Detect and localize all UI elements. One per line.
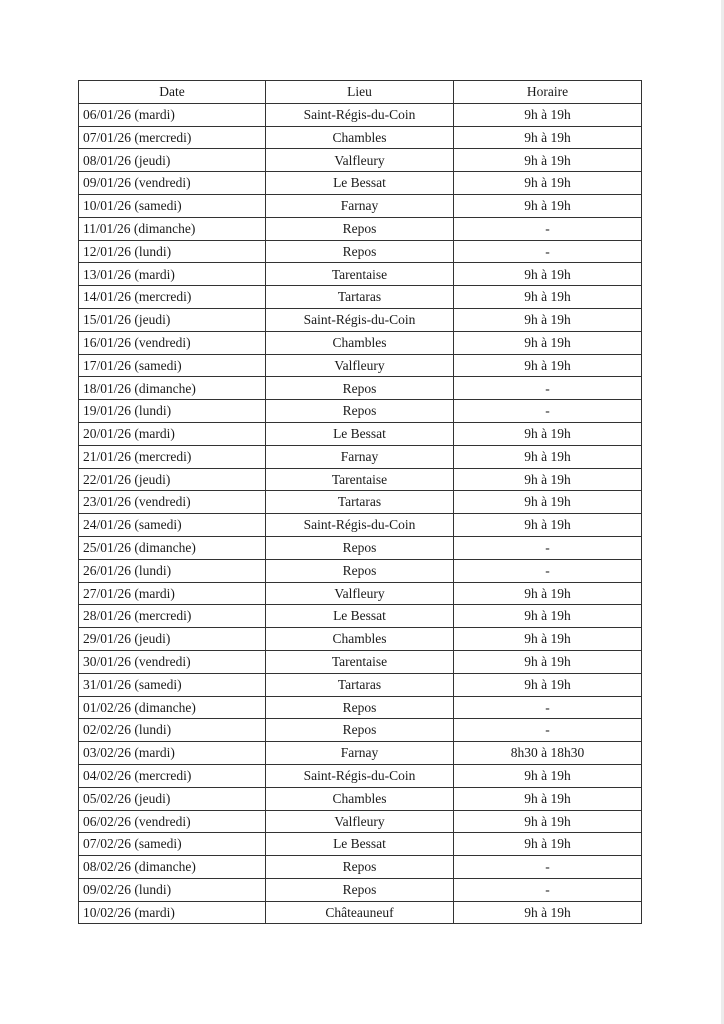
hours-cell: - xyxy=(454,878,642,901)
table-row xyxy=(79,764,642,787)
table-row xyxy=(79,628,642,651)
hours-cell: 9h à 19h xyxy=(454,149,642,172)
date-cell: 22/01/26 (jeudi) xyxy=(79,468,266,491)
hours-cell: 9h à 19h xyxy=(454,787,642,810)
hours-cell: 9h à 19h xyxy=(454,354,642,377)
location-cell: Le Bessat xyxy=(266,833,454,856)
location-cell: Valfleury xyxy=(266,582,454,605)
hours-cell: 9h à 19h xyxy=(454,422,642,445)
date-cell: 03/02/26 (mardi) xyxy=(79,742,266,765)
location-cell: Valfleury xyxy=(266,354,454,377)
hours-cell: 9h à 19h xyxy=(454,810,642,833)
hours-cell: - xyxy=(454,377,642,400)
location-cell: Tartaras xyxy=(266,673,454,696)
location-cell: Repos xyxy=(266,217,454,240)
hours-cell: 9h à 19h xyxy=(454,194,642,217)
date-cell: 29/01/26 (jeudi) xyxy=(79,628,266,651)
date-cell: 01/02/26 (dimanche) xyxy=(79,696,266,719)
table-row xyxy=(79,126,642,149)
location-cell: Chambles xyxy=(266,331,454,354)
date-cell: 10/01/26 (samedi) xyxy=(79,194,266,217)
date-cell: 31/01/26 (samedi) xyxy=(79,673,266,696)
table-row xyxy=(79,901,642,924)
date-cell: 10/02/26 (mardi) xyxy=(79,901,266,924)
table-row xyxy=(79,582,642,605)
hours-cell: - xyxy=(454,696,642,719)
hours-cell: 9h à 19h xyxy=(454,286,642,309)
hours-cell: 8h30 à 18h30 xyxy=(454,742,642,765)
location-cell: Repos xyxy=(266,856,454,879)
table-row xyxy=(79,377,642,400)
location-cell: Farnay xyxy=(266,194,454,217)
location-cell: Tarentaise xyxy=(266,468,454,491)
table-row xyxy=(79,514,642,537)
hours-cell: 9h à 19h xyxy=(454,901,642,924)
location-cell: Valfleury xyxy=(266,149,454,172)
table-row xyxy=(79,650,642,673)
location-cell: Repos xyxy=(266,559,454,582)
hours-cell: 9h à 19h xyxy=(454,468,642,491)
table-row xyxy=(79,673,642,696)
table-body xyxy=(79,103,642,924)
hours-cell: 9h à 19h xyxy=(454,833,642,856)
hours-cell: 9h à 19h xyxy=(454,650,642,673)
date-cell: 16/01/26 (vendredi) xyxy=(79,331,266,354)
hours-cell: - xyxy=(454,856,642,879)
date-cell: 06/01/26 (mardi) xyxy=(79,103,266,126)
location-cell: Repos xyxy=(266,400,454,423)
hours-cell: 9h à 19h xyxy=(454,673,642,696)
date-cell: 15/01/26 (jeudi) xyxy=(79,308,266,331)
table-row xyxy=(79,103,642,126)
table-row xyxy=(79,856,642,879)
location-cell: Saint-Régis-du-Coin xyxy=(266,103,454,126)
location-cell: Saint-Régis-du-Coin xyxy=(266,308,454,331)
table-row xyxy=(79,787,642,810)
location-cell: Tartaras xyxy=(266,491,454,514)
table-row xyxy=(79,878,642,901)
date-cell: 24/01/26 (samedi) xyxy=(79,514,266,537)
location-cell: Chambles xyxy=(266,126,454,149)
location-cell: Tarentaise xyxy=(266,650,454,673)
date-cell: 19/01/26 (lundi) xyxy=(79,400,266,423)
table-row xyxy=(79,445,642,468)
date-cell: 07/02/26 (samedi) xyxy=(79,833,266,856)
header-horaire: Horaire xyxy=(454,81,642,104)
header-date: Date xyxy=(79,81,266,104)
location-cell: Saint-Régis-du-Coin xyxy=(266,514,454,537)
date-cell: 13/01/26 (mardi) xyxy=(79,263,266,286)
location-cell: Le Bessat xyxy=(266,422,454,445)
table-row xyxy=(79,172,642,195)
location-cell: Tarentaise xyxy=(266,263,454,286)
location-cell: Chambles xyxy=(266,628,454,651)
hours-cell: 9h à 19h xyxy=(454,331,642,354)
hours-cell: 9h à 19h xyxy=(454,103,642,126)
hours-cell: 9h à 19h xyxy=(454,172,642,195)
table-row xyxy=(79,559,642,582)
location-cell: Chambles xyxy=(266,787,454,810)
date-cell: 12/01/26 (lundi) xyxy=(79,240,266,263)
date-cell: 26/01/26 (lundi) xyxy=(79,559,266,582)
date-cell: 23/01/26 (vendredi) xyxy=(79,491,266,514)
table-row xyxy=(79,491,642,514)
location-cell: Repos xyxy=(266,240,454,263)
header-row xyxy=(79,81,642,104)
table-header xyxy=(79,81,642,104)
table-row xyxy=(79,422,642,445)
table-row xyxy=(79,605,642,628)
schedule-table xyxy=(78,80,642,924)
hours-cell: 9h à 19h xyxy=(454,764,642,787)
date-cell: 20/01/26 (mardi) xyxy=(79,422,266,445)
hours-cell: 9h à 19h xyxy=(454,605,642,628)
date-cell: 08/02/26 (dimanche) xyxy=(79,856,266,879)
hours-cell: 9h à 19h xyxy=(454,308,642,331)
location-cell: Châteauneuf xyxy=(266,901,454,924)
location-cell: Saint-Régis-du-Coin xyxy=(266,764,454,787)
table-row xyxy=(79,286,642,309)
table-row xyxy=(79,217,642,240)
location-cell: Repos xyxy=(266,536,454,559)
location-cell: Repos xyxy=(266,377,454,400)
date-cell: 04/02/26 (mercredi) xyxy=(79,764,266,787)
hours-cell: 9h à 19h xyxy=(454,126,642,149)
hours-cell: 9h à 19h xyxy=(454,491,642,514)
table-row xyxy=(79,308,642,331)
table-row xyxy=(79,719,642,742)
location-cell: Tartaras xyxy=(266,286,454,309)
table-row xyxy=(79,742,642,765)
date-cell: 30/01/26 (vendredi) xyxy=(79,650,266,673)
date-cell: 09/01/26 (vendredi) xyxy=(79,172,266,195)
date-cell: 28/01/26 (mercredi) xyxy=(79,605,266,628)
hours-cell: 9h à 19h xyxy=(454,445,642,468)
hours-cell: - xyxy=(454,536,642,559)
date-cell: 18/01/26 (dimanche) xyxy=(79,377,266,400)
location-cell: Le Bessat xyxy=(266,605,454,628)
table-row xyxy=(79,194,642,217)
location-cell: Valfleury xyxy=(266,810,454,833)
hours-cell: - xyxy=(454,400,642,423)
table-row xyxy=(79,331,642,354)
location-cell: Repos xyxy=(266,719,454,742)
location-cell: Repos xyxy=(266,878,454,901)
date-cell: 09/02/26 (lundi) xyxy=(79,878,266,901)
date-cell: 02/02/26 (lundi) xyxy=(79,719,266,742)
table-row xyxy=(79,536,642,559)
hours-cell: 9h à 19h xyxy=(454,263,642,286)
table-row xyxy=(79,696,642,719)
location-cell: Repos xyxy=(266,696,454,719)
date-cell: 06/02/26 (vendredi) xyxy=(79,810,266,833)
hours-cell: - xyxy=(454,559,642,582)
date-cell: 27/01/26 (mardi) xyxy=(79,582,266,605)
hours-cell: - xyxy=(454,719,642,742)
location-cell: Le Bessat xyxy=(266,172,454,195)
date-cell: 21/01/26 (mercredi) xyxy=(79,445,266,468)
date-cell: 25/01/26 (dimanche) xyxy=(79,536,266,559)
table-row xyxy=(79,263,642,286)
date-cell: 11/01/26 (dimanche) xyxy=(79,217,266,240)
hours-cell: - xyxy=(454,240,642,263)
date-cell: 14/01/26 (mercredi) xyxy=(79,286,266,309)
table-row xyxy=(79,149,642,172)
table-row xyxy=(79,354,642,377)
header-lieu: Lieu xyxy=(266,81,454,104)
date-cell: 07/01/26 (mercredi) xyxy=(79,126,266,149)
table-row xyxy=(79,833,642,856)
location-cell: Farnay xyxy=(266,445,454,468)
date-cell: 17/01/26 (samedi) xyxy=(79,354,266,377)
table-row xyxy=(79,400,642,423)
hours-cell: 9h à 19h xyxy=(454,514,642,537)
table-row xyxy=(79,240,642,263)
hours-cell: 9h à 19h xyxy=(454,582,642,605)
hours-cell: 9h à 19h xyxy=(454,628,642,651)
location-cell: Farnay xyxy=(266,742,454,765)
hours-cell: - xyxy=(454,217,642,240)
date-cell: 05/02/26 (jeudi) xyxy=(79,787,266,810)
table-row xyxy=(79,810,642,833)
table-row xyxy=(79,468,642,491)
date-cell: 08/01/26 (jeudi) xyxy=(79,149,266,172)
